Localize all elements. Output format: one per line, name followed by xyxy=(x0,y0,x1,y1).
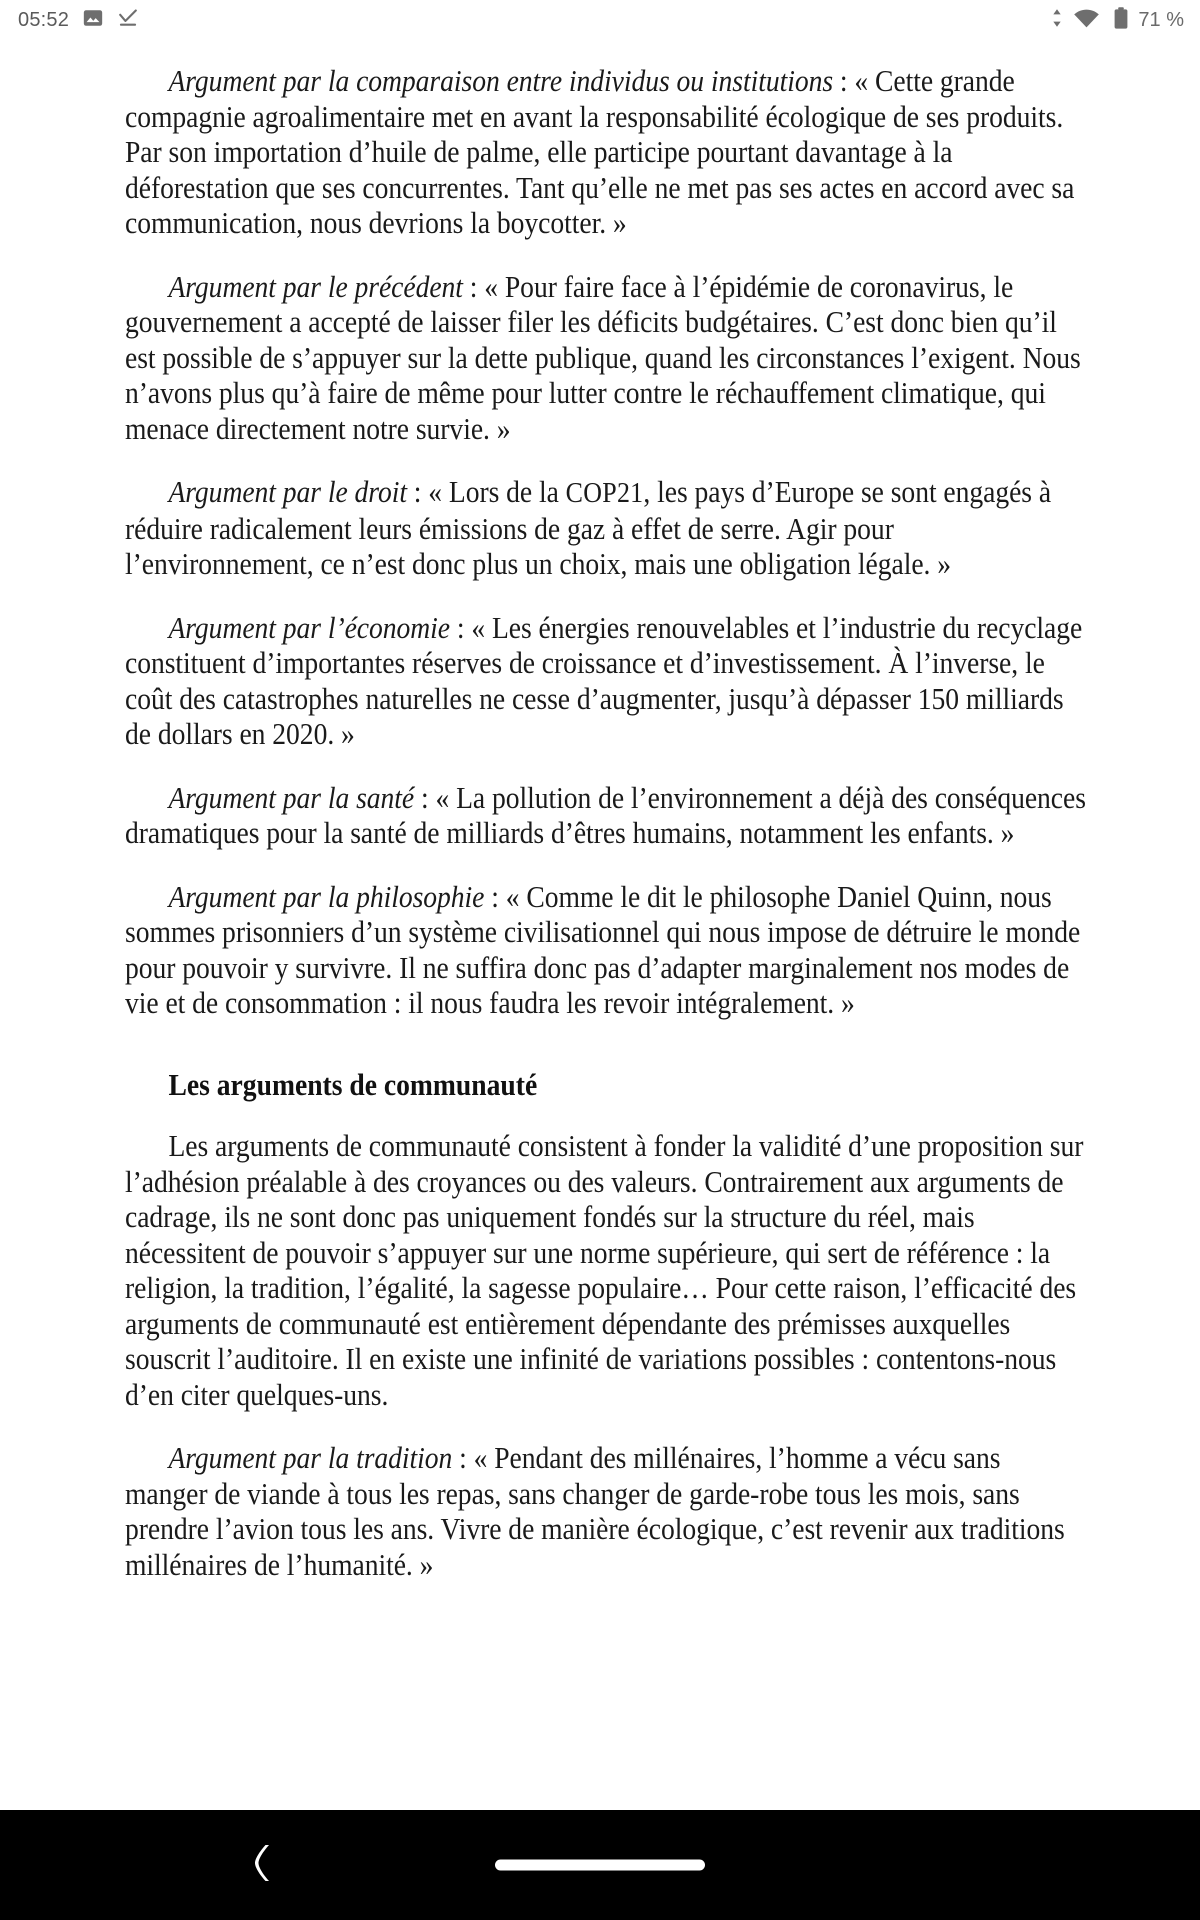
argument-body-philosophie: : « Comme le dit le philosophe Daniel Quinn, nous sommes prisonniers d’un système civilisationnel qui nous impose de détruire le monde pour pouvoir y survivre. Il ne suffira donc pas d’adapter marginalement nos modes de vie et de consommation : il nous faudra les revoir intégralement. » xyxy=(125,879,1081,1020)
paragraph-argument-philosophie xyxy=(125,880,1087,1022)
paragraph-argument-droit xyxy=(125,475,1087,583)
battery-percent-label: 71 % xyxy=(1138,9,1184,31)
paragraph-argument-economie xyxy=(125,611,1087,753)
android-navigation-bar xyxy=(0,1810,1200,1920)
status-bar-left-group xyxy=(18,7,139,34)
reader-text-column xyxy=(125,40,1087,1583)
argument-lead-economie: Argument par l’économie xyxy=(168,610,451,645)
data-transfer-arrows-icon xyxy=(1050,7,1064,34)
argument-lead-tradition: Argument par la tradition xyxy=(168,1441,453,1475)
argument-lead-precedent: Argument par le précédent xyxy=(168,269,463,304)
argument-body-precedent: : « Pour faire face à l’épidémie de coronavirus, le gouvernement a accepté de laisser filer les déficits budgétaires. C’est donc bien qu’il est possible de s’appuyer sur la dette publique, quand les circonstances l’exigent. Nous n’avons plus qu’à faire de même pour lutter contre le réchauffement climatique, qui menace directement notre survie. » xyxy=(125,269,1081,446)
image-icon xyxy=(82,7,104,34)
argument-lead-sante: Argument par la santé xyxy=(168,780,415,815)
argument-lead-droit: Argument par le droit xyxy=(168,475,407,509)
argument-body-tradition: : « Pendant des millénaires, l’homme a vécu sans manger de viande à tous les repas, sans changer de garde-robe tous les mois, sans prendre l’avion tous les ans. Vivre de manière écologique, c’est revenir aux traditions millénaires de l’humanité. » xyxy=(125,1441,1065,1582)
check-download-icon xyxy=(117,7,139,34)
status-bar-right-group xyxy=(1050,6,1184,35)
argument-body-sante: : « La pollution de l’environnement a déjà des conséquences dramatiques pour la santé de milliards d’êtres humains, notamment les enfants. » xyxy=(125,780,1086,850)
argument-body-comparaison: : « Cette grande compagnie agroalimentaire met en avant la responsabilité écologique de ses produits. Par son importation d’huile de palme, elle participe pourtant davantage à la déforestation que ses concurrentes. Tant qu’elle ne met pas ses actes en accord avec sa communication, nous devrions la boycotter. » xyxy=(125,64,1075,240)
paragraph-section-intro: Les arguments de communauté consistent à fonder la validité d’une proposition sur l’adhésion préalable à des croyances ou des valeurs. Contrairement aux arguments de cadrage, ils ne sont donc pas uniquement fondés sur la structure du réel, mais nécessitent de pouvoir s’appuyer sur une norme supérieure, qui sert de référence : la religion, la tradition, l’égalité, la sagesse populaire… Pour cette raison, l’efficacité des arguments de communauté est entièrement dépendante des prémisses auxquelles souscrit l’auditoire. Il en existe une infinité de variations possibles : contentons-nous d’en citer quelques-uns. xyxy=(125,1129,1084,1412)
paragraph-argument-tradition xyxy=(125,1441,1087,1583)
argument-body-economie: : « Les énergies renouvelables et l’industrie du recyclage constituent d’importantes réserves de croissance et d’investissement. À l’inverse, le coût des catastrophes naturelles ne cesse d’augmenter, jusqu’à dépasser 150 milliards de dollars en 2020. » xyxy=(125,610,1083,751)
chevron-back-icon xyxy=(249,1841,279,1890)
argument-lead-comparaison: Argument par la comparaison entre individus ou institutions xyxy=(168,64,834,98)
paragraph-argument-comparaison xyxy=(125,64,1087,242)
back-button[interactable] xyxy=(238,1839,290,1891)
argument-body-droit-after: , les pays d’Europe se sont engagés à réduire radicalement leurs émissions de gaz à effet de serre. Agir pour l’environnement, ce n’est donc plus un choix, mais une obligation légale. » xyxy=(125,475,1052,581)
battery-icon xyxy=(1113,6,1129,35)
argument-lead-philosophie: Argument par la philosophie xyxy=(168,879,485,914)
home-gesture-pill[interactable] xyxy=(495,1860,705,1871)
argument-body-droit-before: : « Lors de la xyxy=(406,475,566,509)
paragraph-argument-sante xyxy=(125,781,1087,852)
paragraph-argument-precedent xyxy=(125,270,1087,448)
section-heading-arguments-communaute: Les arguments de communauté xyxy=(168,1067,538,1102)
status-bar-clock: 05:52 xyxy=(18,9,70,31)
cop21-smallcaps: COP21 xyxy=(565,477,644,509)
status-bar xyxy=(0,0,1200,40)
wifi-icon xyxy=(1073,7,1100,34)
reader-content-area[interactable] xyxy=(0,40,1200,1810)
